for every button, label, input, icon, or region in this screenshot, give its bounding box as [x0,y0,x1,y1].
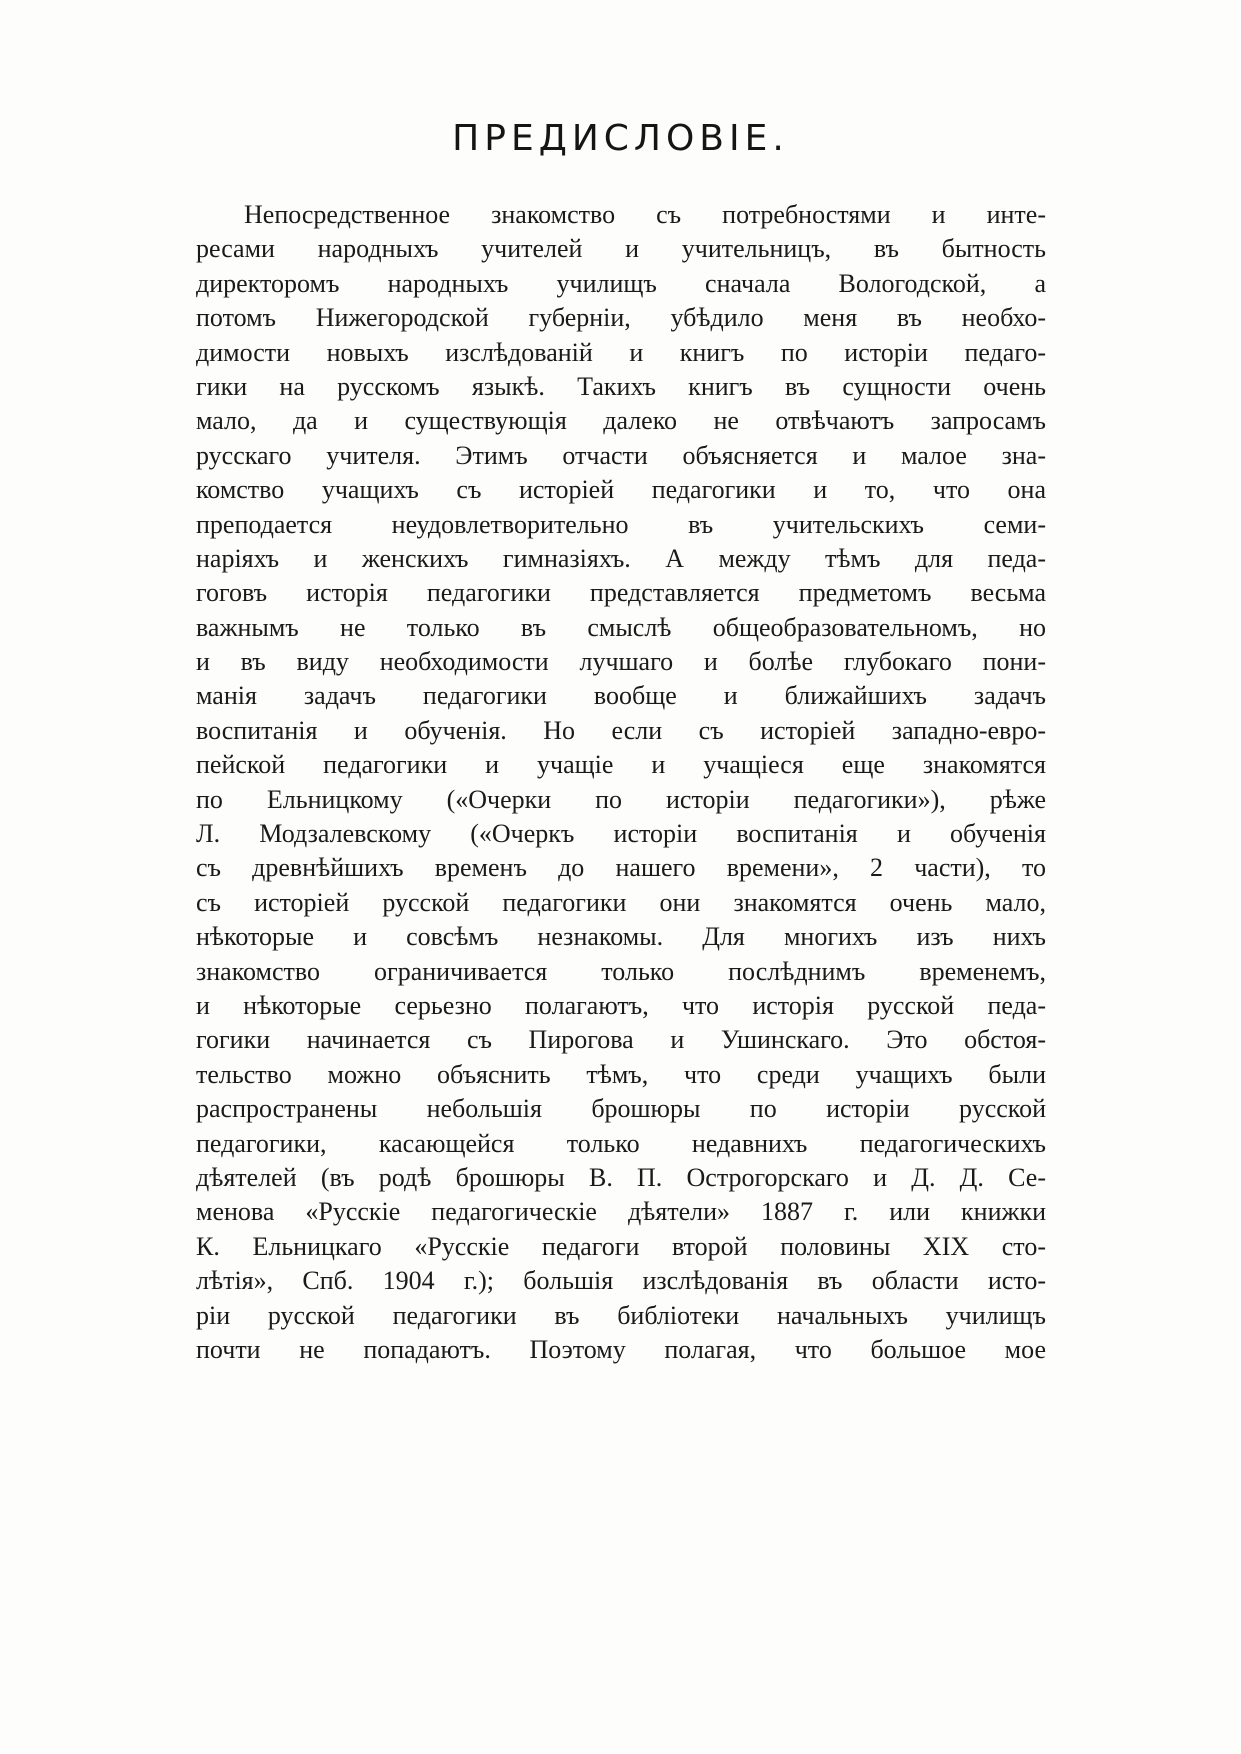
text-line: русскаго учителя. Этимъ отчасти объясняется и малое зна- [196,440,1046,470]
text-line: менова «Русскіе педагогическіе дѣятели» 1887 г. или книжки [196,1197,1046,1227]
text-line: ресами народныхъ учителей и учительницъ, въ бытность [196,234,1046,264]
text-line: съ исторіей русской педагогики они знакомятся очень мало, [196,887,1046,917]
text-line: лѣтія», Спб. 1904 г.); большія изслѣдованія въ области исто- [196,1266,1046,1296]
text-line: гоговъ исторія педагогики представляется предметомъ весьма [196,578,1046,608]
text-line: преподается неудовлетворительно въ учительскихъ семи- [196,509,1046,539]
text-line: по Ельницкому («Очерки по исторіи педагогики»), рѣже [196,784,1046,814]
text-line: манія задачъ педагогики вообще и ближайшихъ задачъ [196,681,1046,711]
text-line: гики на русскомъ языкѣ. Такихъ книгъ въ сущности очень [196,371,1046,401]
text-line: Непосредственное знакомство съ потребностями и инте- [244,200,1046,229]
text-line: комство учащихъ съ исторіей педагогики и то, что она [196,475,1046,505]
text-line: и нѣкоторые серьезно полагаютъ, что исторія русской педа- [196,990,1046,1020]
body-text [196,198,1046,1367]
text-line: дѣятелей (въ родѣ брошюры В. П. Острогорскаго и Д. Д. Се- [196,1162,1046,1192]
text-line: наріяхъ и женскихъ гимназіяхъ. А между тѣмъ для педа- [196,543,1046,573]
text-line: потомъ Нижегородской губерніи, убѣдило меня въ необхо- [196,303,1046,333]
text-line: К. Ельницкаго «Русскіе педагоги второй половины XIX сто- [196,1231,1046,1261]
text-line: знакомство ограничивается только послѣднимъ временемъ, [196,956,1046,986]
text-line: директоромъ народныхъ училищъ сначала Вологодской, а [196,268,1046,298]
text-line: гогики начинается съ Пирогова и Ушинскаго. Это обстоя- [196,1025,1046,1055]
text-line: воспитанія и обученія. Но если съ исторіей западно-евро- [196,715,1046,745]
text-line: распространены небольшія брошюры по исторіи русской [196,1094,1046,1124]
text-line: и въ виду необходимости лучшаго и болѣе глубокаго пони- [196,647,1046,677]
page-title: ПРЕДИСЛОВIЕ. [452,118,789,159]
text-line: съ древнѣйшихъ временъ до нашего времени», 2 части), то [196,853,1046,883]
text-line: ріи русской педагогики въ библіотеки начальныхъ училищъ [196,1300,1046,1330]
text-line: Л. Модзалевскому («Очеркъ исторіи воспитанія и обученія [196,819,1046,849]
text-line: нѣкоторые и совсѣмъ незнакомы. Для многихъ изъ нихъ [196,922,1046,952]
text-line: педагогики, касающейся только недавнихъ педагогическихъ [196,1128,1046,1158]
text-line: важнымъ не только въ смыслѣ общеобразовательномъ, но [196,612,1046,642]
text-line: почти не попадаютъ. Поэтому полагая, что большое мое [196,1334,1046,1364]
text-line: тельство можно объяснить тѣмъ, что среди учащихъ были [196,1059,1046,1089]
text-line: мало, да и существующія далеко не отвѣчаютъ запросамъ [196,406,1046,436]
text-line: димости новыхъ изслѣдованій и книгъ по исторіи педаго- [196,337,1046,367]
text-line: пейской педагогики и учащіе и учащіеся еще знакомятся [196,750,1046,780]
